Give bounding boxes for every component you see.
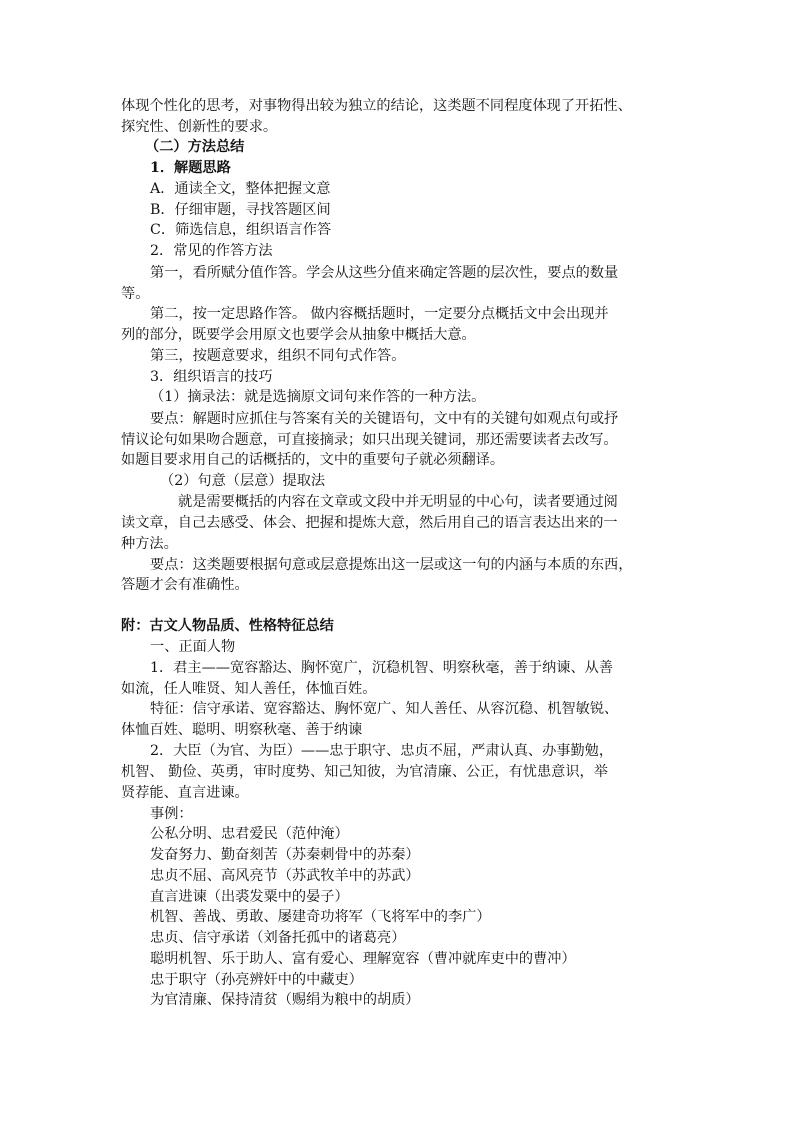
example-item: 发奋努力、勤奋刻苦（苏秦刺骨中的苏秦）: [150, 847, 420, 863]
subsection-heading: 1．解题思路: [150, 160, 231, 176]
example-item: 聪明机智、乐于助人、富有爱心、理解宽容（曹冲就库吏中的曹冲）: [150, 951, 576, 967]
text-line: 情议论句如果吻合题意，可直接摘录；如只出现关键词，那还需要读者去改写。: [121, 432, 618, 448]
example-item: 机智、善战、勇敢、屡建奇功将军（飞将军中的李广）: [150, 909, 491, 925]
text-line: 要点：解题时应抓住与答案有关的关键语句，文中有的关键句如观点句或抒: [150, 411, 619, 427]
text-line: 等。: [121, 286, 150, 302]
text-line: 体恤百姓、聪明、明察秋毫、善于纳谏: [121, 722, 363, 738]
subsection-heading: 一、正面人物: [150, 639, 236, 655]
text-line: 事例：: [150, 806, 193, 822]
list-item: C．筛选信息，组织语言作答: [150, 222, 332, 238]
example-item: 忠贞、信守承诺（刘备托孤中的诸葛亮）: [150, 930, 406, 946]
example-item: 公私分明、忠君爱民（范仲淹）: [150, 826, 349, 842]
appendix-heading: 附：古文人物品质、性格特征总结: [121, 618, 334, 634]
text-line: 第三，按题意要求，组织不同句式作答。: [150, 348, 406, 364]
example-item: 为官清廉、保持清贫（赐绢为粮中的胡质）: [150, 992, 420, 1008]
example-item: 直言进谏（出裘发粟中的晏子）: [150, 889, 349, 905]
text-line: 2．大臣（为官、为臣）——忠于职守、忠贞不屈，严肃认真、办事勤勉，: [150, 743, 614, 759]
section-heading: （二）方法总结: [145, 139, 245, 155]
text-line: （1）摘录法：就是选摘原文词句来作答的一种方法。: [150, 389, 486, 405]
text-line: 探究性、创新性的要求。: [121, 119, 278, 135]
text-line: 如题目要求用自己的话概括的，文中的重要句子就必须翻译。: [121, 452, 505, 468]
example-item: 忠贞不屈、高风亮节（苏武牧羊中的苏武）: [150, 868, 420, 884]
text-line: 种方法。: [121, 536, 178, 552]
text-line: 就是需要概括的内容在文章或文段中并无明显的中心句，读者要通过阅: [178, 494, 618, 510]
text-line: 如流，任人唯贤、知人善任，体恤百姓。: [121, 681, 377, 697]
example-item: 忠于职守（孙亮辨奸中的中藏吏）: [150, 972, 363, 988]
text-line: 读文章，自己去感受、体会、把握和提炼大意，然后用自己的语言表达出来的一: [121, 515, 618, 531]
text-line: 机智、 勤俭、英勇，审时度势、知己知彼，为官清廉、公正，有忧患意识，举: [121, 764, 608, 780]
list-item: A．通读全文，整体把握文意: [150, 181, 331, 197]
text-line: 1．君主——宽容豁达、胸怀宽广，沉稳机智、明察秋毫，善于纳谏、从善: [150, 660, 614, 676]
text-line: 要点：这类题要根据句意或层意提炼出这一层或这一句的内涵与本质的东西，: [150, 557, 633, 573]
text-line: 答题才会有准确性。: [121, 577, 249, 593]
text-line: 第一，看所赋分值作答。学会从这些分值来确定答题的层次性，要点的数量: [150, 265, 619, 281]
text-line: 贤荐能、直言进谏。: [121, 785, 249, 801]
text-line: （2）句意（层意）提取法: [160, 473, 326, 489]
text-line: 体现个性化的思考，对事物得出较为独立的结论，这类题不同程度体现了开拓性、: [121, 98, 632, 114]
text-line: 第二，按一定思路作答。 做内容概括题时，一定要分点概括文中会出现并: [150, 306, 609, 322]
subsection-heading: 2．常见的作答方法: [150, 243, 273, 259]
text-line: 特征：信守承诺、宽容豁达、胸怀宽广、知人善任、从容沉稳、机智敏锐、: [150, 701, 619, 717]
subsection-heading: 3．组织语言的技巧: [150, 369, 273, 385]
text-line: 列的部分，既要学会用原文也要学会从抽象中概括大意。: [121, 327, 476, 343]
list-item: B．仔细审题，寻找答题区间: [150, 202, 331, 218]
